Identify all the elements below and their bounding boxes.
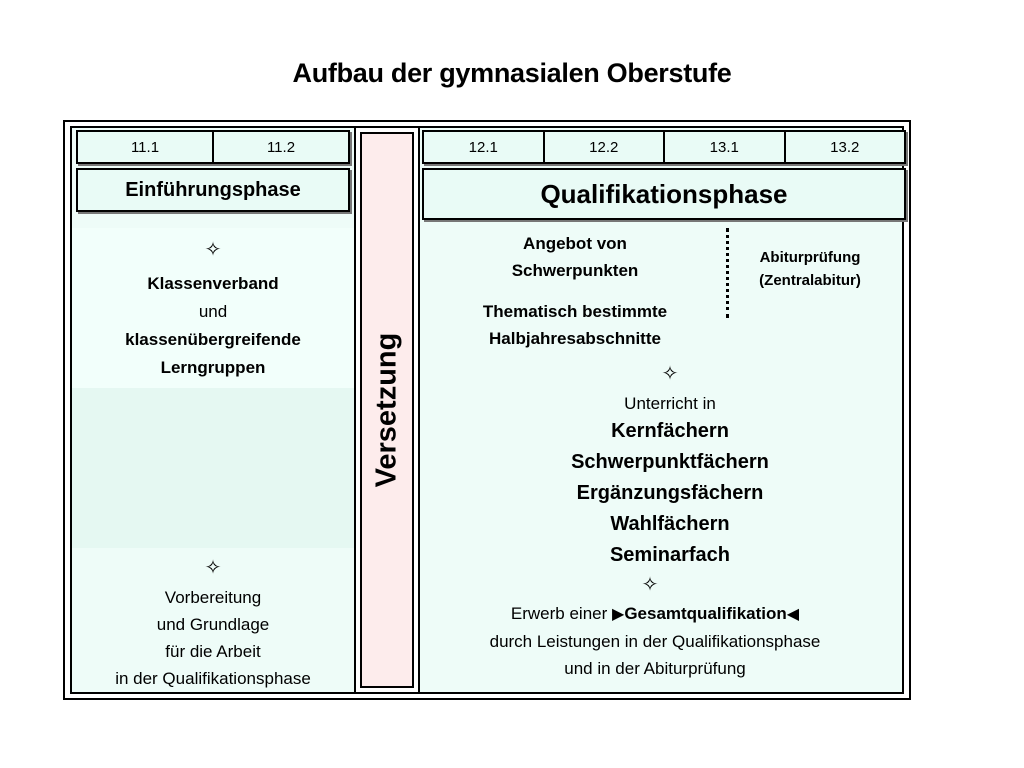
angebot-line: Angebot von [523, 234, 627, 253]
left-block2-line: in der Qualifikationsphase [115, 669, 311, 688]
thematisch-line: Halbjahresabschnitte [489, 329, 661, 348]
semester-cell: 13.1 [665, 132, 786, 162]
versetzung-box [360, 132, 414, 688]
four-point-star-icon: ✧ [204, 557, 222, 579]
erwerb-line: und in der Abiturprüfung [564, 659, 746, 678]
left-block1-line: Lerngruppen [160, 358, 266, 377]
semester-cell: 13.2 [830, 138, 860, 156]
unterricht-label: Unterricht in [624, 394, 716, 413]
einfuehrungsphase-box: Einführungsphase [76, 168, 350, 212]
left-block1-line: klassenübergreifende [125, 330, 301, 349]
left-block2-line: Vorbereitung [164, 588, 262, 607]
triangle-right-icon: ▶ [612, 606, 625, 623]
triangle-left-icon: ◀ [786, 606, 800, 623]
four-point-star-icon: ✧ [204, 239, 222, 261]
fach-item: Kernfächern [611, 420, 729, 442]
page-title: Aufbau der gymnasialen Oberstufe [292, 58, 732, 88]
qualifikationsphase-box: Qualifikationsphase [422, 168, 906, 220]
left-block1-line: Klassenverband [147, 274, 279, 293]
semester-cell: 11.2 [266, 138, 296, 156]
erwerb-line [420, 604, 890, 624]
left-block2-line: für die Arbeit [165, 642, 261, 661]
dotted-separator [726, 228, 729, 318]
left-block1-line: und [198, 302, 228, 321]
four-point-star-icon: ✧ [641, 574, 659, 596]
semester-cell: 12.1 [424, 132, 545, 162]
fach-item: Ergänzungsfächern [576, 482, 764, 504]
fach-item: Seminarfach [609, 544, 731, 566]
four-point-star-icon: ✧ [661, 363, 679, 385]
erwerb-prefix: Erwerb einer [510, 604, 612, 623]
fach-item: Wahlfächern [610, 513, 730, 535]
versetzung-column [354, 128, 420, 692]
abitur-line: (Zentralabitur) [759, 272, 861, 289]
abitur-line: Abiturprüfung [759, 249, 861, 266]
gesamtqualifikation-label: Gesamtqualifikation [624, 604, 787, 623]
fach-item: Schwerpunktfächern [571, 451, 769, 473]
left-block2-line: und Grundlage [156, 615, 270, 634]
thematisch-line: Thematisch bestimmte [482, 302, 668, 321]
versetzung-label: Versetzung [370, 332, 403, 488]
semester-cell: 12.2 [545, 132, 666, 162]
right-semester-row [422, 130, 906, 164]
right-panel [420, 128, 902, 692]
angebot-line: Schwerpunkten [511, 261, 639, 280]
left-panel [72, 128, 354, 692]
semester-cell: 11.1 [78, 132, 214, 162]
erwerb-line: durch Leistungen in der Qualifikationsphase [489, 632, 821, 651]
band-mid [72, 388, 354, 548]
left-semester-row [76, 130, 350, 164]
diagram-inner [70, 126, 904, 694]
diagram-frame [63, 120, 911, 700]
